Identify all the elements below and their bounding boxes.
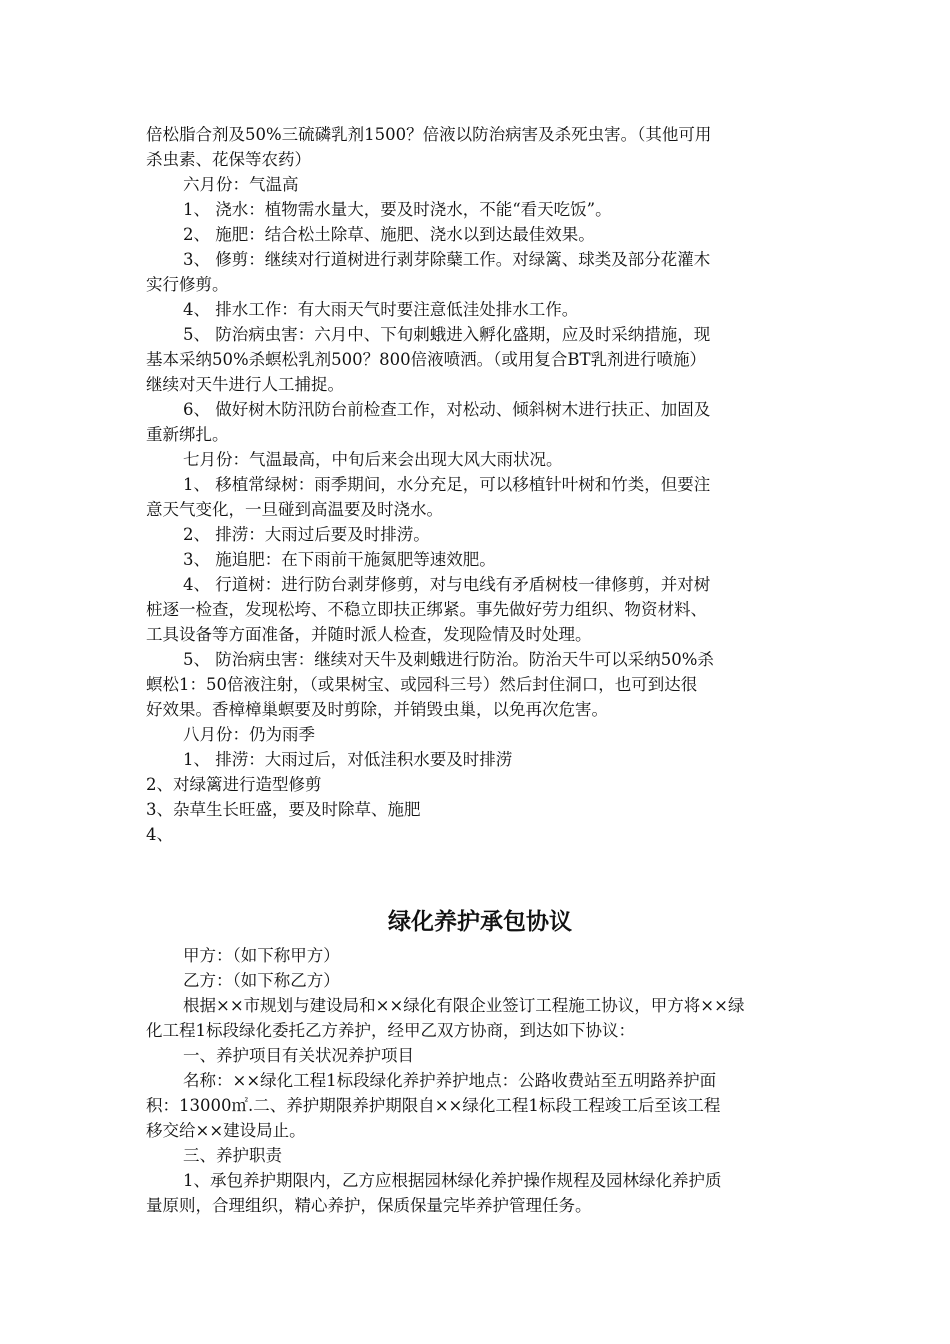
text-line: 八月份：仍为雨季 (183, 725, 315, 744)
text-line: 3、杂草生长旺盛，要及时除草、施肥 (146, 800, 421, 819)
document-page (146, 122, 806, 1218)
text-line: 4、 (146, 825, 173, 844)
text-line: 2、 施肥：结合松土除草、施肥、浇水以到达最佳效果。 (183, 225, 595, 244)
text-line: 名称：××绿化工程1标段绿化养护养护地点：公路收费站至五明路养护面 (183, 1071, 717, 1090)
text-line: 基本采纳50%杀螟松乳剂500？800倍液喷洒。（或用复合BT乳剂进行喷施） (146, 350, 707, 369)
text-line: 1、 浇水：植物需水量大，要及时浇水，不能“看天吃饭”。 (183, 200, 612, 219)
text-line: 六月份：气温高 (183, 175, 299, 194)
text-line: 意天气变化，一旦碰到高温要及时浇水。 (146, 500, 443, 519)
text-line: 三、养护职责 (183, 1146, 282, 1165)
text-line: 移交给××建设局止。 (146, 1121, 306, 1140)
text-line: 2、对绿篱进行造型修剪 (146, 775, 322, 794)
text-line: 好效果。香樟樟巢螟要及时剪除，并销毁虫巢，以免再次危害。 (146, 700, 608, 719)
text-line: 5、 防治病虫害：继续对天牛及刺蛾进行防治。防治天牛可以采纳50%杀 (183, 650, 714, 669)
maintenance-schedule-section (146, 122, 806, 847)
text-line: 七月份：气温最高，中旬后来会出现大风大雨状况。 (183, 450, 563, 469)
text-line: 乙方：（如下称乙方） (183, 971, 340, 990)
text-line: 倍松脂合剂及50%三硫磷乳剂1500？倍液以防治病害及杀死虫害。（其他可用 (146, 125, 712, 144)
text-line: 重新绑扎。 (146, 425, 229, 444)
text-line: 桩逐一检查，发现松垮、不稳立即扶正绑紧。事先做好劳力组织、物资材料、 (146, 600, 707, 619)
text-line: 4、 行道树：进行防台剥芽修剪，对与电线有矛盾树枝一律修剪，并对树 (183, 575, 711, 594)
text-line: 工具设备等方面准备，并随时派人检查，发现险情及时处理。 (146, 625, 592, 644)
text-line: 一、养护项目有关状况养护项目 (183, 1046, 414, 1065)
text-line: 螟松1：50倍液注射，（或果树宝、或园科三号）然后封住洞口，也可到达很 (146, 675, 698, 694)
text-line: 继续对天牛进行人工捕捉。 (146, 375, 344, 394)
text-line: 1、 排涝：大雨过后，对低洼积水要及时排涝 (183, 750, 513, 769)
text-line: 实行修剪。 (146, 275, 229, 294)
text-line: 甲方：（如下称甲方） (183, 946, 340, 965)
text-line: 2、 排涝：大雨过后要及时排涝。 (183, 525, 430, 544)
text-line: 积：13000㎡.二、养护期限养护期限自××绿化工程1标段工程竣工后至该工程 (146, 1096, 721, 1115)
agreement-title: 绿化养护承包协议 (388, 909, 572, 935)
text-line: 量原则，合理组织，精心养护，保质保量完毕养护管理任务。 (146, 1196, 592, 1215)
agreement-body (146, 943, 806, 1218)
text-line: 6、 做好树木防汛防台前检查工作，对松动、倾斜树木进行扶正、加固及 (183, 400, 711, 419)
text-line: 杀虫素、花保等农药） (146, 150, 311, 169)
text-line: 化工程1标段绿化委托乙方养护，经甲乙双方协商，到达如下协议： (146, 1021, 635, 1040)
section-gap (146, 847, 806, 897)
text-line: 1、 移植常绿树：雨季期间，水分充足，可以移植针叶树和竹类，但要注 (183, 475, 711, 494)
text-line: 5、 防治病虫害：六月中、下旬刺蛾进入孵化盛期，应及时采纳措施，现 (183, 325, 711, 344)
text-line: 根据××市规划与建设局和××绿化有限企业签订工程施工协议，甲方将××绿 (183, 996, 745, 1015)
text-line: 1、承包养护期限内，乙方应根据园林绿化养护操作规程及园林绿化养护质 (183, 1171, 722, 1190)
text-line: 4、 排水工作：有大雨天气时要注意低洼处排水工作。 (183, 300, 579, 319)
text-line: 3、 施追肥：在下雨前干施氮肥等速效肥。 (183, 550, 496, 569)
text-line: 3、 修剪：继续对行道树进行剥芽除蘖工作。对绿篱、球类及部分花灌木 (183, 250, 711, 269)
